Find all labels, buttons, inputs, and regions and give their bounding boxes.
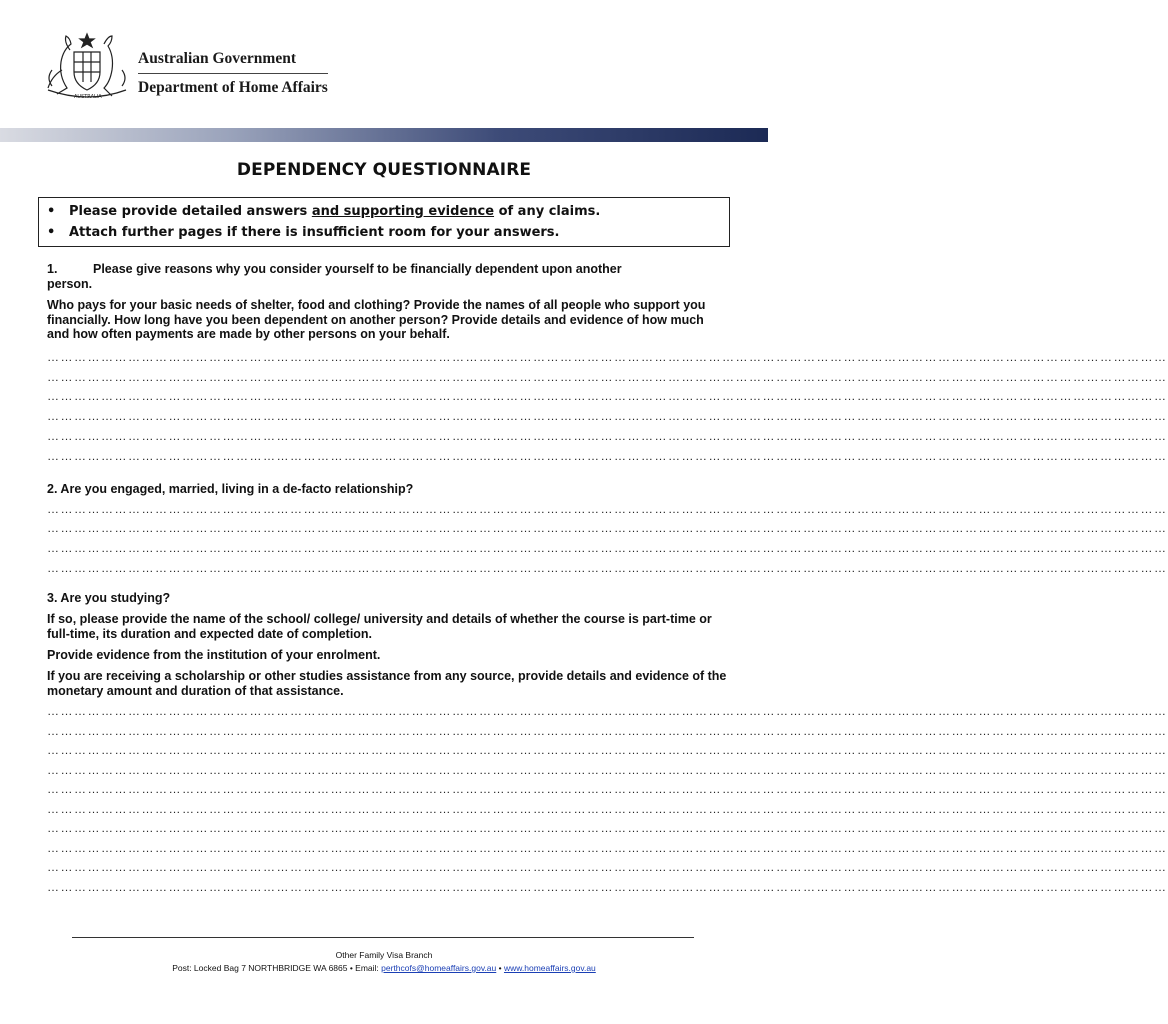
question-number: 1. — [47, 262, 58, 276]
coat-of-arms-icon — [40, 30, 134, 102]
answer-line[interactable]: …………………………………………………………………………………………………………………………………………………………………………………………………………………………… — [47, 880, 1168, 894]
question-3-detail-1: If so, please provide the name of the school/ college/ university and details of whether the course is part-time or full-time, its duration and expected date of completion. — [47, 612, 712, 641]
footer-website-link[interactable]: www.homeaffairs.gov.au — [503, 963, 596, 973]
instruction-text-part: Please provide detailed answers — [69, 204, 312, 219]
answer-line[interactable]: …………………………………………………………………………………………………………………………………………………………………………………………………………………………… — [47, 409, 1168, 423]
instruction-item — [47, 201, 729, 222]
instruction-underlined-text: and supporting evidence — [311, 204, 495, 219]
question-text: Please give reasons why you consider yourself to be financially dependent upon another — [93, 262, 622, 276]
question-3-detail-2: Provide evidence from the institution of your enrolment. — [47, 648, 381, 662]
instruction-text-part: of any claims. — [494, 204, 601, 219]
footer-post: Post: Locked Bag 7 NORTHBRIDGE WA 6865 • Email: — [172, 963, 382, 973]
department-name: Department of Home Affairs — [138, 79, 328, 96]
answer-line[interactable]: …………………………………………………………………………………………………………………………………………………………………………………………………………………………… — [47, 821, 1168, 835]
question-1 — [47, 262, 727, 291]
footer-separator: • — [496, 963, 504, 973]
bullet-icon: • — [47, 225, 56, 240]
answer-line[interactable]: …………………………………………………………………………………………………………………………………………………………………………………………………………………………… — [47, 802, 1168, 816]
question-1-detail: Who pays for your basic needs of shelter, food and clothing? Provide the names of all people who support you financially. How long have you been dependent on another person? Provide details and evidence of how much and how often payments are made by other persons on your behalf. — [47, 298, 706, 341]
instruction-item — [47, 222, 729, 243]
question-3-detail-3: If you are receiving a scholarship or other studies assistance from any source, provide details and evidence of the monetary amount and duration of that assistance. — [47, 669, 727, 698]
footer-divider — [72, 937, 694, 938]
answer-line[interactable]: …………………………………………………………………………………………………………………………………………………………………………………………………………………………… — [47, 350, 1168, 364]
footer-contact — [0, 963, 768, 973]
answer-line[interactable]: …………………………………………………………………………………………………………………………………………………………………………………………………………………………… — [47, 782, 1168, 796]
question-3: 3. Are you studying? — [47, 591, 171, 605]
answer-line[interactable]: …………………………………………………………………………………………………………………………………………………………………………………………………………………………… — [47, 449, 1168, 463]
answer-line[interactable]: …………………………………………………………………………………………………………………………………………………………………………………………………………………………… — [47, 521, 1168, 535]
page-header — [0, 0, 768, 128]
question-2: 2. Are you engaged, married, living in a de-facto relationship? — [47, 482, 414, 496]
answer-line[interactable]: …………………………………………………………………………………………………………………………………………………………………………………………………………………………… — [47, 389, 1168, 403]
answer-line[interactable]: …………………………………………………………………………………………………………………………………………………………………………………………………………………………… — [47, 541, 1168, 555]
answer-line[interactable]: …………………………………………………………………………………………………………………………………………………………………………………………………………………………… — [47, 370, 1168, 384]
bullet-icon: • — [47, 204, 56, 219]
header-divider — [138, 73, 328, 74]
answer-line[interactable]: …………………………………………………………………………………………………………………………………………………………………………………………………………………………… — [47, 724, 1168, 738]
answer-line[interactable]: …………………………………………………………………………………………………………………………………………………………………………………………………………………………… — [47, 841, 1168, 855]
footer-branch: Other Family Visa Branch — [335, 950, 433, 960]
answer-line[interactable]: …………………………………………………………………………………………………………………………………………………………………………………………………………………………… — [47, 502, 1168, 516]
answer-line[interactable]: …………………………………………………………………………………………………………………………………………………………………………………………………………………………… — [47, 704, 1168, 718]
answer-line[interactable]: …………………………………………………………………………………………………………………………………………………………………………………………………………………………… — [47, 860, 1168, 874]
footer-email-link[interactable]: perthcofs@homeaffairs.gov.au — [381, 963, 497, 973]
page-title: DEPENDENCY QUESTIONNAIRE — [236, 160, 532, 180]
answer-line[interactable]: …………………………………………………………………………………………………………………………………………………………………………………………………………………………… — [47, 763, 1168, 777]
instructions-box — [38, 197, 730, 247]
question-text-continued: person. — [47, 276, 93, 291]
answer-line[interactable]: …………………………………………………………………………………………………………………………………………………………………………………………………………………………… — [47, 743, 1168, 757]
government-name: Australian Government — [138, 50, 297, 67]
svg-text:AUSTRALIA: AUSTRALIA — [74, 94, 102, 100]
answer-line[interactable]: …………………………………………………………………………………………………………………………………………………………………………………………………………………………… — [47, 561, 1168, 575]
instruction-text — [69, 201, 600, 222]
answer-line[interactable]: …………………………………………………………………………………………………………………………………………………………………………………………………………………………… — [47, 429, 1168, 443]
header-band — [0, 128, 768, 142]
instruction-text: Attach further pages if there is insufficient room for your answers. — [69, 225, 560, 240]
